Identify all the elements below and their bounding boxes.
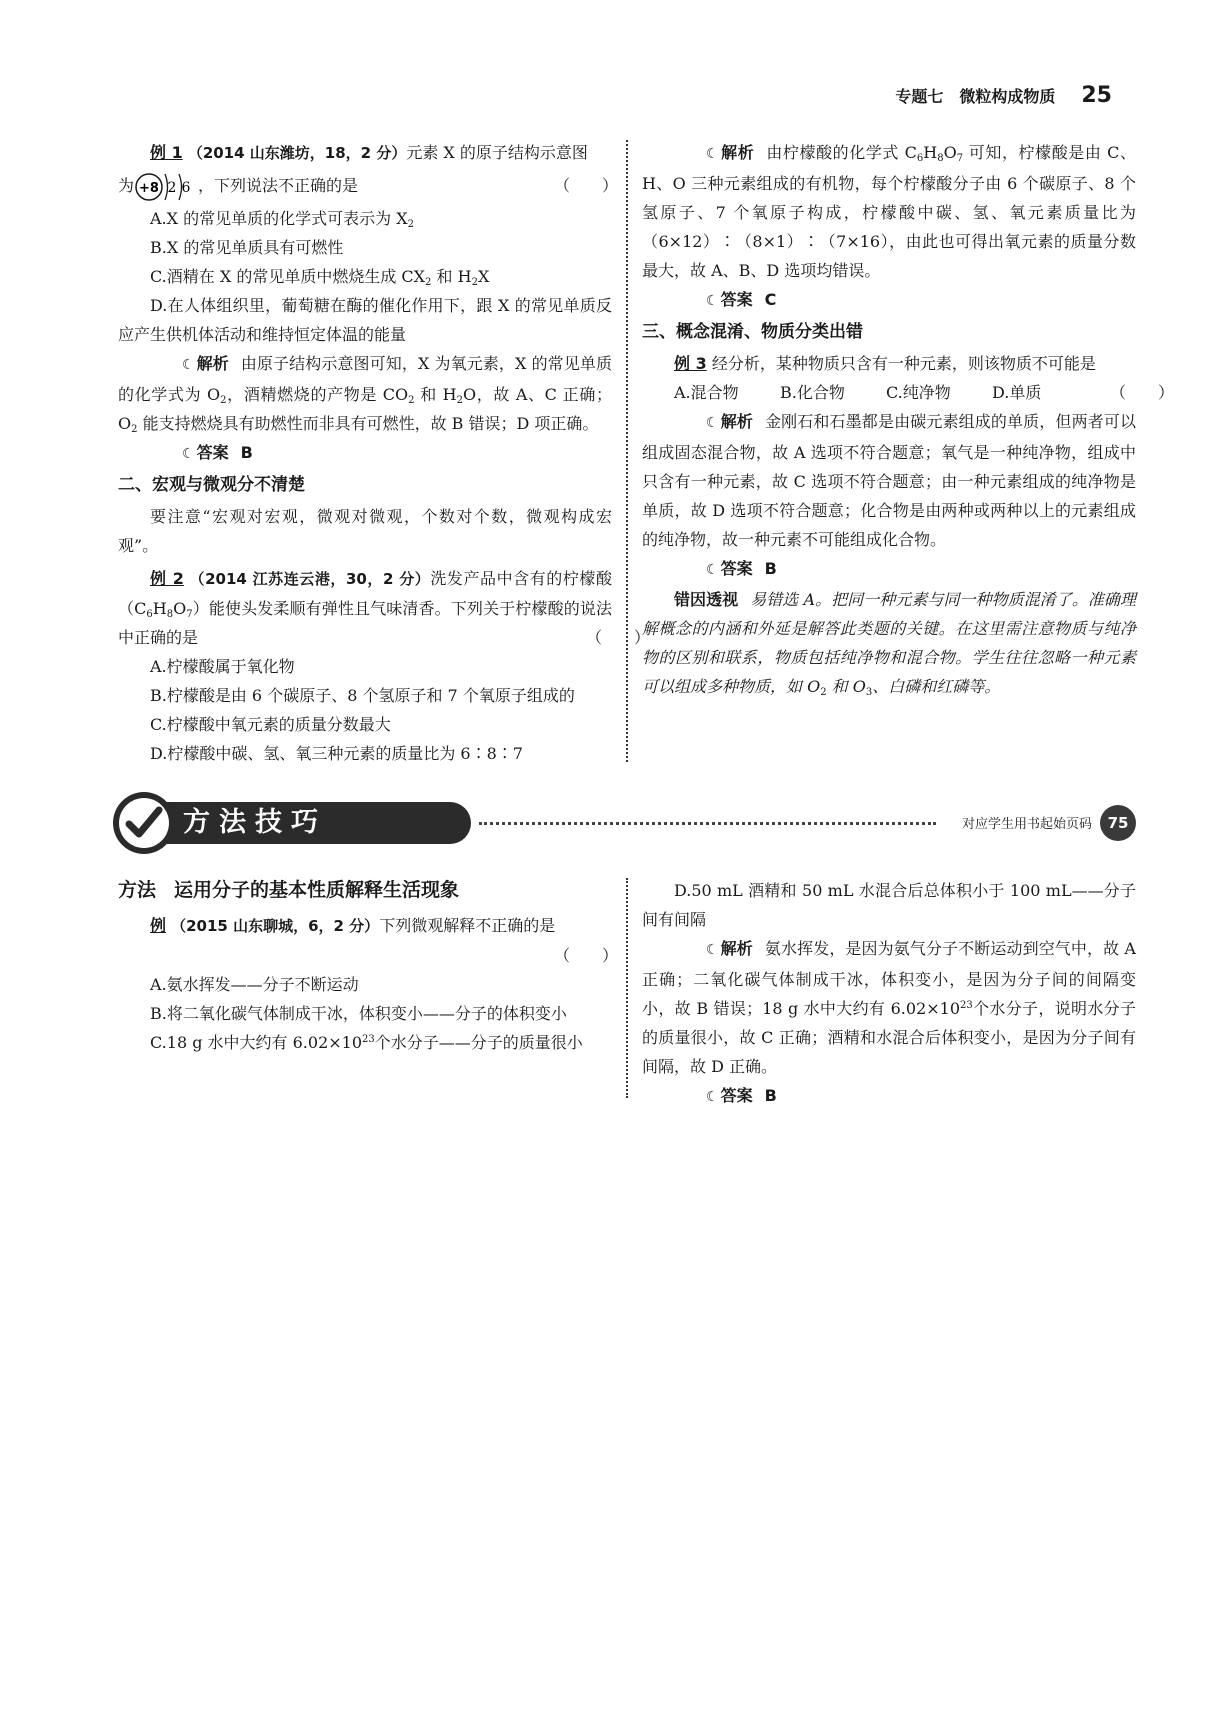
moon-icon: ☾ [706, 293, 719, 309]
page-header [895, 83, 1112, 108]
ex1-analysis-a: 由原子结构示意图可知，X 为氧元素，X 的常见单质的化学式为 O [118, 354, 612, 404]
ex3-answer [642, 554, 1136, 585]
banner-page-badge: 75 [1100, 805, 1136, 841]
section2-note: 要注意“宏观对宏观，微观对微观，个数对个数，微观构成宏观”。 [118, 507, 612, 555]
ex1-stem-a: 元素 X 的原子结构示意图 [406, 143, 588, 162]
ex3-error-label: 错因透视 [674, 590, 739, 609]
bottom-right-column [642, 876, 1136, 1112]
ex3-error-sub1: 2 [820, 687, 827, 698]
method-ex-source: （2015 山东聊城，6，2 分） [171, 917, 380, 935]
topic-label: 专题七 [895, 87, 944, 106]
ex2-option-a: A.柠檬酸属于氧化物 [150, 657, 295, 676]
ex1-answer-value: B [240, 443, 253, 462]
ex2-answer [642, 285, 1136, 316]
moon-icon: ☾ [706, 942, 719, 958]
ex1-stem-line2 [118, 168, 619, 204]
ex2-asub1: 6 [916, 153, 924, 164]
ex2-stem-b: ）能使头发柔顺有弹性且气味清香。下列关于柠檬酸的说法中正确的是 [118, 599, 612, 647]
method-option-c-a: C.18 g 水中大约有 6.02×10 [150, 1033, 363, 1052]
moon-icon: ☾ [182, 357, 195, 373]
ex3-options [642, 378, 1175, 407]
ex1-option-c-a: C.酒精在 X 的常见单质中燃烧生成 CX [150, 267, 426, 286]
ex3-option: C.纯净物 [886, 383, 951, 402]
method-option-d: D.50 mL 酒精和 50 mL 水混合后总体积小于 100 mL——分子间有间隔 [642, 881, 1136, 929]
topic-heading [895, 84, 1055, 107]
ex3-answer-tag [674, 559, 753, 578]
method-analysis-a: 氨水挥发，是因为氨气分子不断运动到空气中，故 A 正确；二氧化碳气体制成干冰，体积变小，是因为分子间的间隔变小，故 B 错误；18 g 水中大约有 6.02×10 [642, 939, 1136, 1018]
ex1-analysis-b: ，酒精燃烧的产物是 CO [226, 385, 409, 404]
method-analysis [642, 934, 1136, 1081]
method-banner [113, 792, 1136, 856]
ex1-analysis-tag [150, 354, 229, 373]
ex1-stem [118, 138, 612, 168]
method-ex-paren: （ ） [554, 946, 619, 965]
ex1-option-d: D.在人体组织里，葡萄糖在酶的催化作用下，跟 X 的常见单质反应产生供机体活动和维持恒定体温的能量 [118, 296, 612, 344]
ex1-analysis [118, 349, 612, 438]
ex1-answer [118, 438, 612, 469]
ex2-mid2: O [173, 599, 187, 618]
ex2-asub2: 8 [937, 153, 944, 164]
bottom-left-column [118, 876, 619, 1057]
topic-title: 微粒构成物质 [959, 87, 1056, 106]
banner-hint: 对应学生用书起始页码 [961, 817, 1092, 832]
atom-shell-1: 2 [167, 179, 177, 196]
ex2-mid1: H [152, 599, 167, 618]
section2-title: 二、宏观与微观分不清楚 [118, 475, 305, 495]
ex2-stem-a: 洗发产品中含有的柠檬酸（C [118, 569, 612, 618]
method-ex-label: 例 [150, 916, 167, 935]
ex2-asub3: 7 [956, 153, 964, 164]
ex3-option: B.化合物 [780, 383, 845, 402]
ex1-option-a-text: A.X 的常见单质的化学式可表示为 X [150, 209, 408, 228]
ex3-answer-label: 答案 [720, 559, 753, 578]
ex3-analysis [642, 407, 1136, 554]
ex1-option-c-sub1: 2 [425, 277, 432, 288]
method-answer [642, 1081, 1136, 1112]
ex1-analysis-c: 和 H [414, 385, 457, 404]
ex1-answer-label: 答案 [196, 443, 229, 462]
method-answer-value: B [764, 1086, 777, 1105]
ex3-option: A.混合物 [674, 383, 739, 402]
method-analysis-sup: 23 [960, 1000, 973, 1011]
moon-icon: ☾ [706, 562, 719, 578]
method-option-b: B.将二氧化碳气体制成干冰，体积变小——分子的体积变小 [150, 1004, 567, 1023]
ex2-option-c: C.柠檬酸中氧元素的质量分数最大 [150, 715, 391, 734]
method-ex-stem [118, 911, 612, 941]
method-analysis-b: 个水分子，说明水分子的质量很小，故 C 正确；酒精和水混合后体积变小，是因为分子间有间隔，故 D 正确。 [642, 999, 1136, 1076]
ex1-source: （2014 山东潍坊，18，2 分） [187, 144, 407, 162]
ex3-error-sub2: 3 [865, 687, 873, 698]
atom-shell-2: 6 [181, 179, 191, 196]
ex2-answer-value: C [764, 290, 777, 309]
ex1-option-c-sub2: 2 [471, 277, 478, 288]
ex3-error-b: 和 O [826, 677, 866, 696]
ex2-answer-tag [674, 290, 753, 309]
ex2-option-b: B.柠檬酸是由 6 个碳原子、8 个氢原子和 7 个氧原子组成的 [150, 686, 575, 705]
moon-icon: ☾ [182, 446, 195, 462]
ex1-option-a-sub: 2 [407, 219, 414, 230]
checkmark-icon [123, 802, 165, 844]
ex1-option-c-b: 和 H [431, 267, 472, 286]
banner-title: 方法技巧 [183, 807, 327, 838]
column-divider-top [626, 140, 628, 762]
page-number: 25 [1081, 83, 1112, 108]
top-right-column [642, 138, 1175, 701]
method-ex-stem-text: 下列微观解释不正确的是 [379, 916, 556, 935]
ex3-stem-text: 经分析，某种物质只含有一种元素，则该物质不可能是 [711, 354, 1096, 373]
ex1-analysis-sub2: 2 [408, 395, 415, 406]
ex2-analysis-tag [674, 143, 754, 162]
method-analysis-tag [674, 939, 753, 958]
ex1-label: 例 1 [150, 143, 183, 162]
atom-structure-diagram [134, 170, 198, 204]
ex1-analysis-sub3: 2 [456, 395, 463, 406]
method-answer-label: 答案 [720, 1086, 753, 1105]
section3-title: 三、概念混淆、物质分类出错 [642, 322, 863, 342]
ex3-error-analysis [642, 585, 1136, 701]
method-ex-paren-line [118, 941, 619, 970]
ex1-paren: （ ） [554, 176, 619, 195]
method-option-c [118, 1028, 612, 1057]
ex2-analysis-label: 解析 [720, 143, 755, 162]
ex3-label: 例 3 [674, 354, 707, 373]
method-label: 方法 [118, 879, 157, 901]
ex3-answer-value: B [764, 559, 777, 578]
ex2-sub2: 8 [166, 609, 174, 620]
ex3-analysis-tag [674, 412, 753, 431]
ex1-option-a [118, 204, 612, 233]
ex2-analysis-b: 可知，柠檬酸是由 C、H、O 三种元素组成的有机物，每个柠檬酸分子由 6 个碳原子、8 个氢原子、7 个氧原子构成，柠檬酸中碳、氢、氧元素质量比为（6×12）∶（8×1）∶（7×16），由此也可得出氧元素的质量分数最大，故 A、B、D 选项均错误。 [642, 143, 1136, 280]
ex1-option-c [118, 262, 612, 291]
method-option-a: A.氨水挥发——分子不断运动 [150, 975, 359, 994]
ex2-label: 例 2 [150, 569, 184, 588]
ex2-amid1: H [923, 143, 938, 162]
ex2-analysis-a: 由柠檬酸的化学式 C [766, 143, 917, 162]
ex1-analysis-sub1: 2 [220, 395, 227, 406]
ex3-error-a: 易错选 A。把同一种元素与同一种物质混淆了。准确理解概念的内涵和外延是解答此类题的关键。在这里需注意物质与纯净物的区别和联系，物质包括纯净物和混合物。学生往往忽略一种元素可以组成多种物质，如 O [642, 590, 1136, 696]
ex2-analysis [642, 138, 1136, 285]
moon-icon: ☾ [706, 1089, 719, 1105]
method-option-c-b: 个水分子——分子的质量很小 [374, 1033, 583, 1052]
banner-dotted-line [479, 822, 936, 825]
ex2-sub1: 6 [146, 609, 153, 620]
ex3-analysis-text: 金刚石和石墨都是由碳元素组成的单质，但两者可以组成固态混合物，故 A 选项不符合题意；氧气是一种纯净物，组成中只含有一种元素，故 C 选项不符合题意；由一种元素组成的纯净物是单质，故 D 选项不符合题意；化合物是由两种或两种以上的元素组成的纯净物，故一种元素不可能组成化合物。 [642, 412, 1136, 549]
method-option-c-sup: 23 [362, 1034, 375, 1045]
ex1-analysis-e: 能支持燃烧具有助燃性而非具有可燃性，故 B 错误；D 项正确。 [137, 414, 599, 433]
moon-icon: ☾ [706, 146, 719, 162]
column-divider-bottom [626, 878, 628, 1098]
ex1-analysis-label: 解析 [196, 354, 229, 373]
ex2-amid2: O [943, 143, 957, 162]
ex1-option-b: B.X 的常见单质具有可燃性 [150, 238, 344, 257]
method-title-text: 运用分子的基本性质解释生活现象 [174, 879, 460, 901]
ex1-option-c-c: X [477, 267, 490, 286]
ex2-paren: （ ） [586, 628, 651, 647]
ex2-source: （2014 江苏连云港，30，2 分） [189, 570, 431, 588]
ex3-analysis-label: 解析 [720, 412, 753, 431]
ex3-paren: （ ） [1110, 383, 1175, 402]
ex2-stem [118, 564, 651, 652]
ex1-answer-tag [150, 443, 229, 462]
ex1-stem-b-post: ，下列说法不正确的是 [198, 176, 359, 195]
ex2-option-d: D.柠檬酸中碳、氢、氧三种元素的质量比为 6∶8∶7 [150, 744, 523, 763]
ex2-answer-label: 答案 [720, 290, 753, 309]
method-analysis-label: 解析 [720, 939, 753, 958]
ex3-option: D.单质 [992, 383, 1042, 402]
top-left-column [118, 138, 651, 768]
method-title [118, 876, 612, 905]
ex3-error-c: 、白磷和红磷等。 [872, 677, 1001, 696]
atom-nucleus-charge: +8 [139, 180, 159, 196]
ex1-analysis-sub4: 2 [131, 424, 138, 435]
method-answer-tag [674, 1086, 753, 1105]
ex2-sub3: 7 [186, 609, 193, 620]
ex1-stem-b-pre: 为 [118, 176, 135, 195]
ex1-analysis-d: O，故 A、C 正确；O [118, 385, 612, 433]
moon-icon: ☾ [706, 415, 719, 431]
